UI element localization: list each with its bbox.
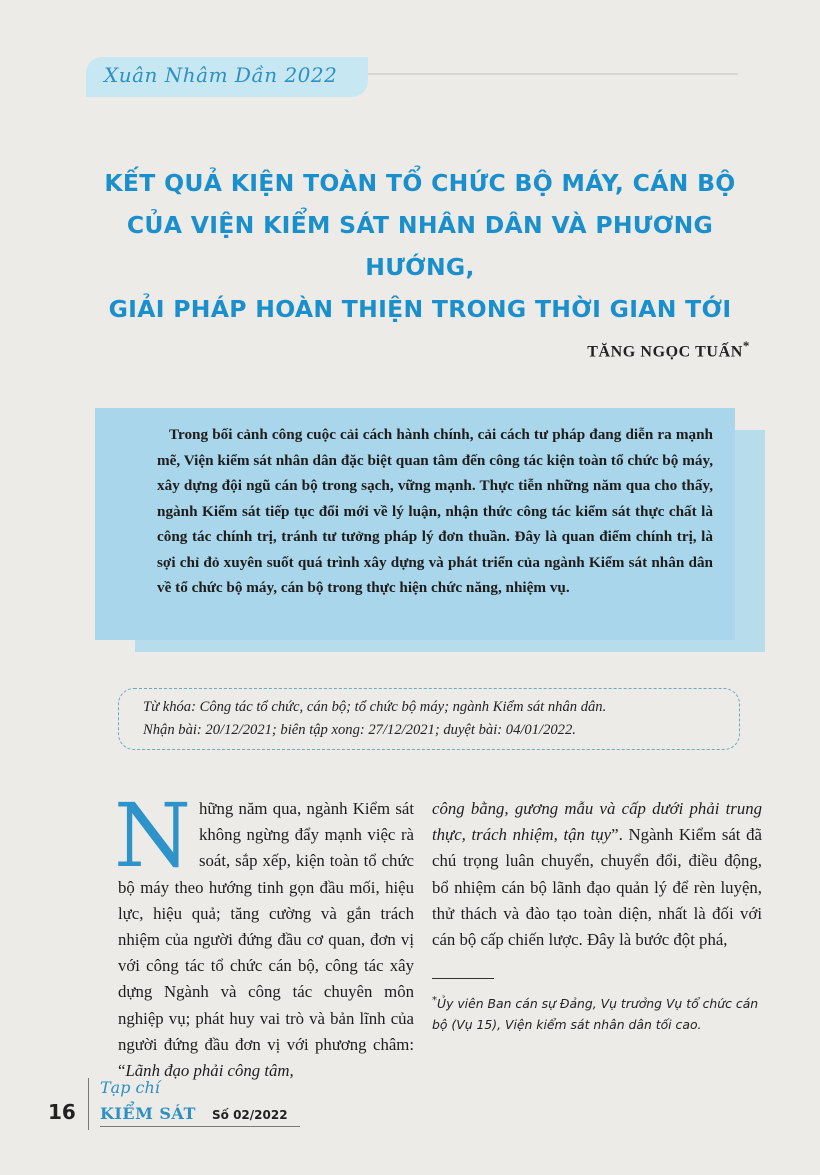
page-number: 16	[48, 1100, 76, 1124]
header-banner-text: Xuân Nhâm Dần 2022	[104, 63, 338, 87]
body-paragraph-left	[114, 784, 414, 1084]
body-paragraph-right	[432, 796, 762, 953]
footnote-text: Ủy viên Ban cán sự Đảng, Vụ trưởng Vụ tổ chức cán bộ (Vụ 15), Viện kiểm sát nhân dân tối cao.	[432, 996, 759, 1033]
footnote	[432, 990, 762, 1035]
header-rule	[368, 73, 738, 75]
journal-label: Tạp chí	[100, 1078, 160, 1097]
footer-divider-vertical	[88, 1078, 89, 1130]
author-footnote-mark: *	[742, 338, 750, 353]
author-byline	[520, 338, 750, 361]
title-line-2: CỦA VIỆN KIỂM SÁT NHÂN DÂN VÀ PHƯƠNG HƯỚNG,	[126, 211, 714, 281]
body-left-quote: Lãnh đạo phải công tâm,	[125, 1061, 294, 1081]
keywords-box	[118, 688, 740, 750]
abstract-text: Trong bối cảnh công cuộc cải cách hành chính, cải cách tư pháp đang diễn ra mạnh mẽ, Viện kiểm sát nhân dân đặc biệt quan tâm đến công tác kiện toàn tổ chức bộ máy, xây dựng đội ngũ cán bộ trong sạch, vững mạnh. Thực tiễn những năm qua cho thấy, ngành Kiểm sát tiếp tục đổi mới về lý luận, nhận thức công tác kiểm sát thực chất là công tác chính trị, tránh tư tưởng pháp lý đơn thuần. Đây là quan điểm chính trị, là sợi chỉ đỏ xuyên suốt quá trình xây dựng và phát triển của ngành Kiểm sát nhân dân về tổ chức bộ máy, cán bộ trong thực hiện chức năng, nhiệm vụ.	[157, 426, 713, 596]
abstract-box	[95, 408, 735, 640]
body-right-text: ”. Ngành Kiểm sát đã chú trọng luân chuyển, chuyển đổi, điều động, bổ nhiệm cán bộ lãnh đạo quản lý để rèn luyện, thử thách và đào tạo toàn diện, nhất là đối với cán bộ cấp chiến lược. Đây là bước đột phá,	[432, 825, 762, 950]
journal-name: KIỂM SÁT	[100, 1104, 196, 1123]
author-name: TĂNG NGỌC TUẤN	[587, 343, 743, 361]
title-line-3: GIẢI PHÁP HOÀN THIỆN TRONG THỜI GIAN TỚI	[108, 295, 732, 323]
footnote-rule	[432, 978, 494, 979]
body-right-quote: công bằng, gương mẫu và cấp dưới phải trung thực, trách nhiệm, tận tụy	[432, 799, 762, 845]
article-title	[100, 162, 740, 330]
issue-number: Số 02/2022	[212, 1108, 288, 1122]
dates-text: Nhận bài: 20/12/2021; biên tập xong: 27/12/2021; duyệt bài: 04/01/2022.	[143, 722, 576, 738]
footnote-mark: *	[432, 995, 437, 1006]
body-column-right	[432, 796, 762, 953]
title-line-1: KẾT QUẢ KIỆN TOÀN TỔ CHỨC BỘ MÁY, CÁN BỘ	[104, 169, 736, 197]
keywords-text: Từ khóa: Công tác tổ chức, cán bộ; tổ chức bộ máy; ngành Kiểm sát nhân dân.	[143, 699, 607, 715]
body-left-text: hững năm qua, ngành Kiểm sát không ngừng đẩy mạnh việc rà soát, sắp xếp, kiện toàn tổ chức bộ máy theo hướng tinh gọn đầu mối, hiệu lực, hiệu quả; tăng cường và gắn trách nhiệm của người đứng đầu cơ quan, đơn vị với công tác tổ chức cán bộ, công tác xây dựng Ngành và công tác chuyên môn nghiệp vụ; phát huy vai trò và bản lĩnh của người đứng đầu đơn vị với phương châm: “	[118, 799, 414, 1081]
body-column-left	[114, 784, 414, 1084]
drop-cap: N	[114, 784, 191, 887]
footer-divider-horizontal	[100, 1126, 300, 1127]
